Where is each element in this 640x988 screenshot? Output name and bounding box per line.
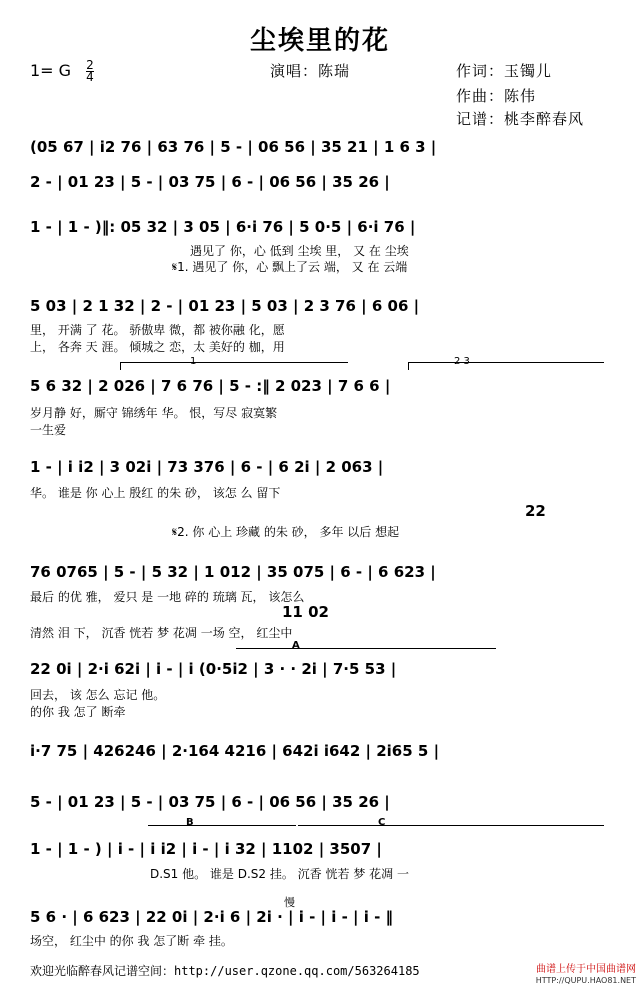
time-signature-bottom: 4	[86, 70, 94, 84]
ending-1-tick	[120, 362, 121, 370]
lyric-line: 遇见了 你，心 低到 尘埃 里， 又 在 尘埃	[190, 244, 409, 258]
music-row: 22 0i | 2·i 62i | i - | i (0·5i2 | 3 · · 2i | 7·5 53 |	[30, 660, 397, 678]
key-signature	[30, 60, 94, 83]
section-a-bracket	[236, 648, 496, 649]
ending-23-tick	[408, 362, 409, 370]
tempo-mark: 慢	[284, 896, 295, 909]
footer-text: 欢迎光临醉春风记谱空间：http://user.qzone.qq.com/563264185	[30, 964, 420, 978]
lyric-line: 岁月静 好，厮守 锦绣年 华。 恨，写尽 寂寞繁	[30, 406, 278, 420]
ending-23-bracket	[408, 362, 604, 363]
lyric-line: 清然 泪 下， 沉香 恍若 梦 花凋 一场 空， 红尘中	[30, 626, 293, 640]
song-title: 尘埃里的花	[249, 26, 390, 56]
lyricist-credit: 作词：玉镯儿	[456, 62, 553, 80]
music-row: (05 67 | i2 76 | 63 76 | 5 - | 06 56 | 35 21 | 1 6 3 |	[30, 138, 437, 156]
lyric-line: 回去， 该 怎么 忘记 他。	[30, 688, 166, 702]
ending-1-bracket	[120, 362, 348, 363]
music-row: 1 - | 1 - )‖: 05 32 | 3 05 | 6·i 76 | 5 0·5 | 6·i 76 |	[30, 218, 416, 236]
music-row: 1 - | 1 - ) | i - | i i2 | i - | i 32 | 1102 | 3507 |	[30, 840, 382, 858]
lyric-line: 𝄋1. 遇见了 你，心 飘上了云 端， 又 在 云端	[172, 260, 408, 274]
watermark-line1: 曲谱上传于中国曲谱网	[536, 964, 636, 975]
music-row: 5 - | 01 23 | 5 - | 03 75 | 6 - | 06 56 | 35 26 |	[30, 793, 390, 811]
section-b-bracket	[148, 825, 296, 826]
key-label: 1= G	[30, 61, 72, 80]
lyric-line: 里， 开满 了 花。 骄傲卑 微，都 被你融 化，愿	[30, 323, 285, 337]
lyric-line: D.S1 他。 谁是 D.S2 挂。 沉香 恍若 梦 花凋 一	[150, 867, 409, 881]
section-a-label: A	[292, 640, 300, 651]
music-row: 5 6 · | 6 623 | 22 0i | 2·i 6 | 2i · | i - | i - | i - ‖	[30, 908, 394, 926]
alt-notes: 22	[525, 502, 546, 520]
ending-23-label: 2 3	[454, 356, 470, 367]
section-b-label: B	[186, 817, 194, 828]
lyric-line: 上， 各奔 天 涯。 倾城之 恋，太 美好的 枷，用	[30, 340, 285, 354]
lyric-line: 最后 的优 雅， 爱只 是 一地 碎的 琉璃 瓦， 该怎么	[30, 590, 305, 604]
music-row: 1 - | i i2 | 3 02i | 73 376 | 6 - | 6 2i | 2 063 |	[30, 458, 384, 476]
lyric-line: 的你 我 怎了 断牵	[30, 705, 126, 719]
section-c-bracket	[298, 825, 604, 826]
music-row: 76 0765 | 5 - | 5 32 | 1 012 | 35 075 | 6 - | 6 623 |	[30, 563, 436, 581]
lyric-line: 场空， 红尘中 的你 我 怎了断 牵 挂。	[30, 934, 233, 948]
alt-notes: 11 02	[282, 603, 329, 621]
time-signature-top: 2	[86, 58, 94, 72]
watermark-line2: HTTP://QUPU.HAO81.NET	[535, 976, 636, 985]
ending-1-label: 1	[190, 356, 197, 367]
singer-credit: 演唱：陈瑞	[270, 62, 351, 80]
lyric-line: 𝄋2. 你 心上 珍藏 的朱 砂， 多年 以后 想起	[172, 525, 400, 539]
music-row: 5 6 32 | 2 026 | 7 6 76 | 5 - :‖ 2 023 | 7 6 6 |	[30, 377, 391, 395]
music-row: 5 03 | 2 1 32 | 2 - | 01 23 | 5 03 | 2 3 76 | 6 06 |	[30, 297, 420, 315]
time-signature	[86, 60, 94, 83]
composer-credit: 作曲：陈伟	[456, 87, 537, 105]
lyric-line: 华。 谁是 你 心上 殷红 的朱 砂， 该怎 么 留下	[30, 486, 281, 500]
transcriber-credit: 记谱：桃李醉春风	[456, 110, 585, 128]
watermark	[536, 964, 636, 986]
music-row: i·7 75 | 426246 | 2·164 4216 | 642i i642 | 2i65 5 |	[30, 742, 440, 760]
section-c-label: C	[378, 817, 386, 828]
music-row: 2 - | 01 23 | 5 - | 03 75 | 6 - | 06 56 | 35 26 |	[30, 173, 390, 191]
lyric-line: 一生爱	[30, 423, 67, 437]
